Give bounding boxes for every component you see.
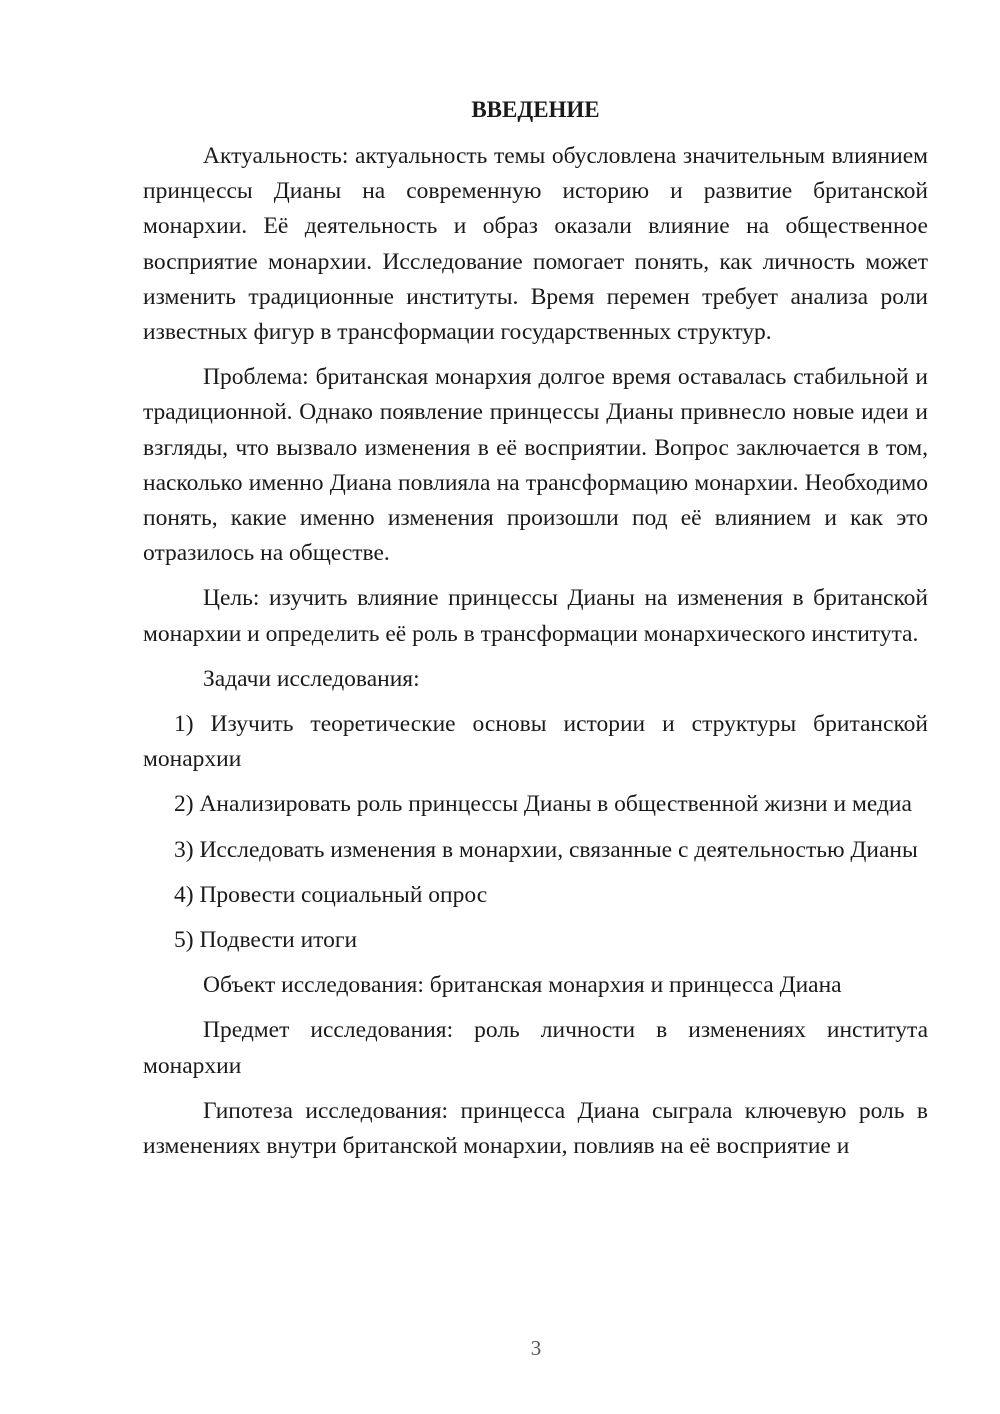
subject-paragraph: Предмет исследования: роль личности в изменениях института монархии <box>143 1017 928 1079</box>
page-number: 3 <box>530 1336 542 1360</box>
problem-paragraph: Проблема: британская монархия долгое время оставалась стабильной и традиционной. Однако появление принцессы Дианы привнесло новые идеи и взгляды, что вызвало изменения в её восприятии. Вопрос заключается в том, насколько именно Диана повлияла на трансформацию монархии. Необходимо понять, какие именно изменения произошли под её влиянием и как это отразилось на обществе. <box>143 364 928 567</box>
task-item-5: 5) Подвести итоги <box>174 927 358 954</box>
task-item-4: 4) Провести социальный опрос <box>174 881 488 908</box>
page-content <box>143 93 928 1174</box>
task-item-2: 2) Анализировать роль принцессы Дианы в общественной жизни и медиа <box>174 791 912 818</box>
object-paragraph: Объект исследования: британская монархия и принцесса Диана <box>203 972 842 999</box>
section-title: ВВЕДЕНИЕ <box>471 97 600 122</box>
relevance-paragraph: Актуальность: актуальность темы обусловлена значительным влиянием принцессы Дианы на современную историю и развитие британской монархии. Её деятельность и образ оказали влияние на общественное восприятие монархии. Исследование помогает понять, как личность может изменить традиционные институты. Время перемен требует анализа роли известных фигур в трансформации государственных структур. <box>143 143 928 346</box>
task-item-1: 1) Изучить теоретические основы истории и структуры британской монархии <box>143 711 928 773</box>
tasks-heading: Задачи исследования: <box>203 665 420 692</box>
task-item-3: 3) Исследовать изменения в монархии, связанные с деятельностью Дианы <box>174 836 918 863</box>
goal-paragraph: Цель: изучить влияние принцессы Дианы на изменения в британской монархии и определить её роль в трансформации монархического института. <box>143 585 928 647</box>
hypothesis-paragraph: Гипотеза исследования: принцесса Диана сыграла ключевую роль в изменениях внутри британской монархии, повлияв на её восприятие и <box>143 1097 928 1160</box>
